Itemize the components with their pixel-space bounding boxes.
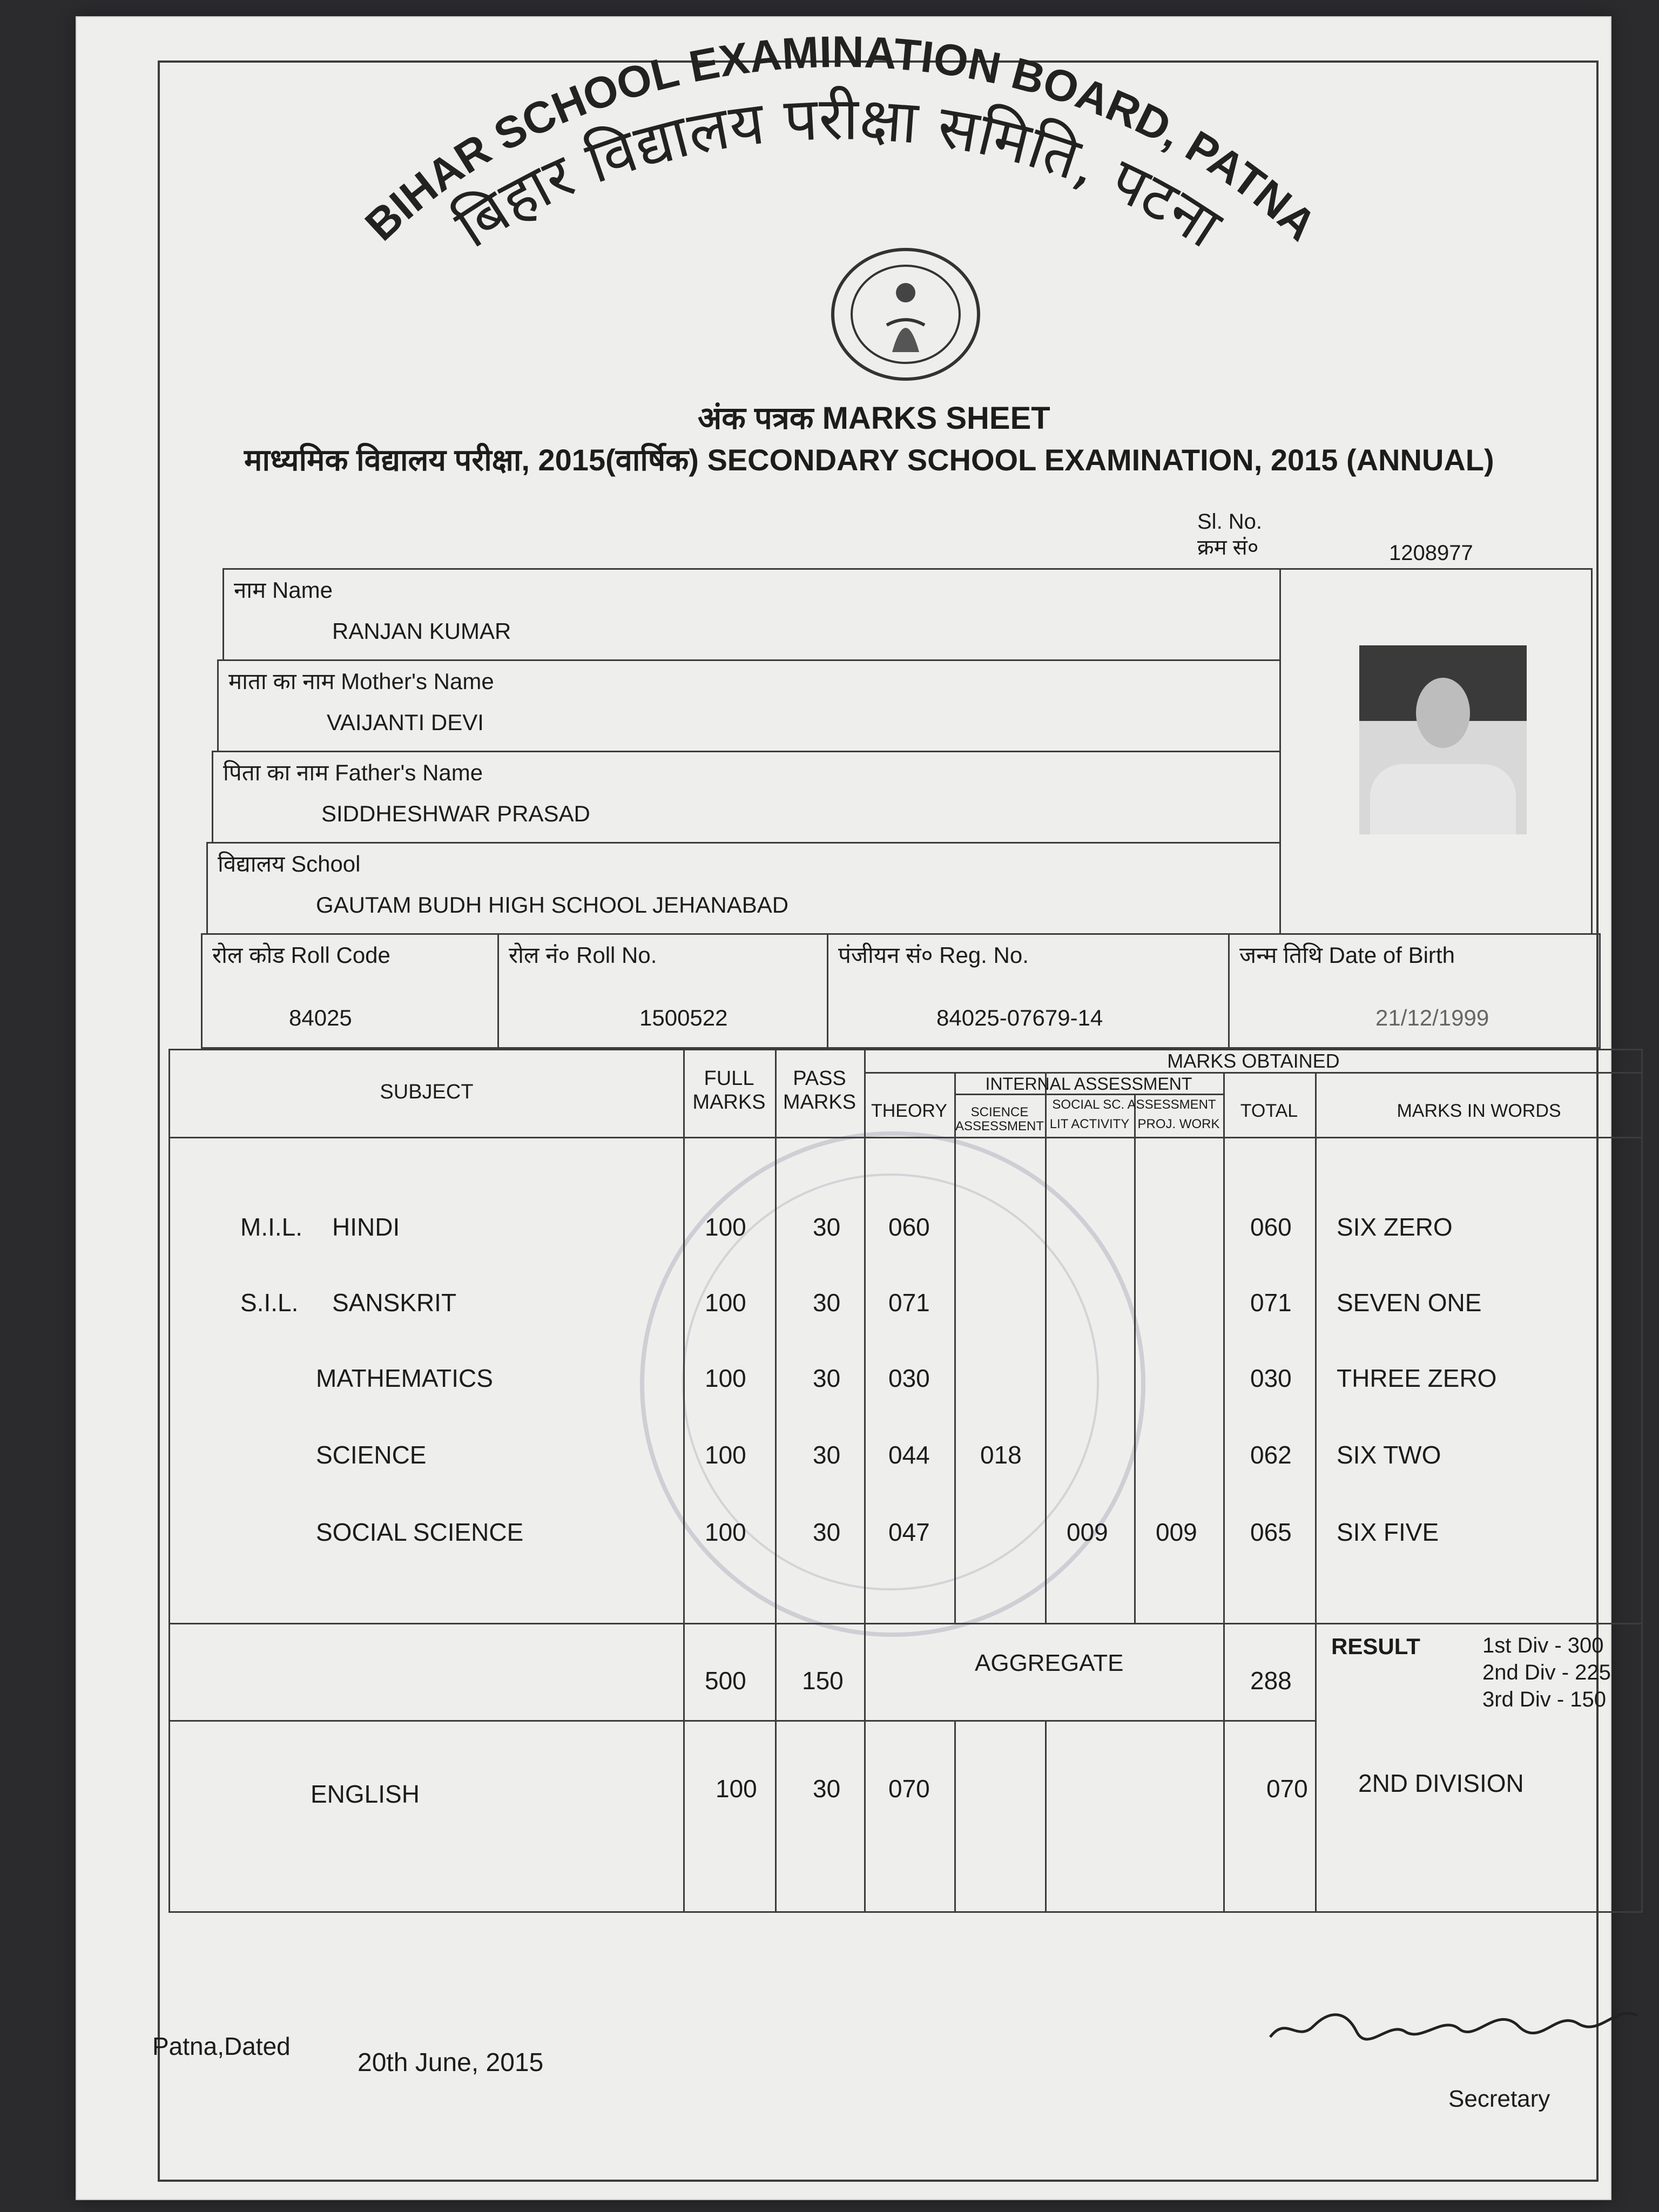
full-marks: 100 — [705, 1289, 746, 1317]
header-full-marks: FULL MARKS — [692, 1067, 766, 1114]
header-marks-in-words: MARKS IN WORDS — [1397, 1101, 1561, 1121]
full-marks: 100 — [705, 1364, 746, 1392]
reg-no-field — [827, 933, 1230, 1049]
name-value: RANJAN KUMAR — [332, 618, 511, 644]
full-marks: 100 — [705, 1441, 746, 1469]
result-div-2: 2nd Div - 225 — [1482, 1661, 1611, 1684]
school-label: विद्यालय School — [218, 851, 361, 876]
subject-prefix: S.I.L. — [240, 1289, 299, 1317]
total-marks: 060 — [1250, 1213, 1292, 1241]
board-name-english: BIHAR SCHOOL EXAMINATION BOARD, PATNA — [356, 27, 1326, 251]
photo-frame — [1279, 568, 1593, 935]
full-marks: 100 — [705, 1213, 746, 1241]
header-marks-obtained: MARKS OBTAINED — [1167, 1050, 1340, 1072]
subject-name: SANSKRIT — [332, 1289, 457, 1317]
pass-marks: 30 — [813, 1518, 841, 1546]
english-pass-marks: 30 — [813, 1775, 841, 1803]
dob-label: जन्म तिथि Date of Birth — [1239, 942, 1455, 968]
serial-number: 1208977 — [1389, 541, 1473, 565]
header-subject: SUBJECT — [380, 1081, 474, 1103]
roll-code-field — [201, 933, 499, 1049]
aggregate-label: AGGREGATE — [975, 1650, 1124, 1676]
roll-no-label: रोल नं० Roll No. — [509, 942, 657, 968]
total-marks: 065 — [1250, 1518, 1292, 1546]
marks-in-words: SIX ZERO — [1337, 1213, 1453, 1241]
subject-prefix: M.I.L. — [240, 1213, 303, 1241]
header-proj-work: PROJ. WORK — [1137, 1117, 1220, 1131]
subject-name: SCIENCE — [316, 1441, 427, 1469]
proj-work-marks: 009 — [1156, 1518, 1197, 1546]
subject-name: SOCIAL SCIENCE — [316, 1518, 524, 1546]
science-assessment-marks: 018 — [980, 1441, 1022, 1469]
header-total: TOTAL — [1240, 1101, 1298, 1121]
marks-table — [168, 1049, 1643, 1913]
header-science-assessment: SCIENCE ASSESSMENT — [955, 1105, 1044, 1134]
dob-value: 21/12/1999 — [1375, 1005, 1489, 1030]
reg-no-value: 84025-07679-14 — [936, 1005, 1103, 1030]
father-name-field — [212, 751, 1281, 844]
serial-label-en: Sl. No. — [1197, 510, 1263, 534]
father-name-value: SIDDHESHWAR PRASAD — [321, 801, 590, 826]
header-internal-assessment: INTERNAL ASSESSMENT — [985, 1074, 1192, 1094]
father-name-label: पिता का नाम Father's Name — [223, 760, 483, 785]
student-photo — [1359, 645, 1527, 834]
board-name-arc — [77, 17, 1610, 449]
subject-name: MATHEMATICS — [316, 1364, 493, 1392]
board-name-hindi: बिहार विद्यालय परीक्षा समिति, पटना — [443, 84, 1233, 261]
school-value: GAUTAM BUDH HIGH SCHOOL JEHANABAD — [316, 892, 789, 918]
marks-in-words: SIX TWO — [1337, 1441, 1441, 1469]
lit-activity-marks: 009 — [1067, 1518, 1108, 1546]
name-label: नाम Name — [234, 577, 333, 603]
exam-title: माध्यमिक विद्यालय परीक्षा, 2015(वार्षिक) SECONDARY SCHOOL EXAMINATION, 2015 (ANNUAL) — [244, 443, 1494, 477]
marks-in-words: SIX FIVE — [1337, 1518, 1439, 1546]
header-social-sc-assessment: SOCIAL SC. ASSESSMENT — [1052, 1097, 1216, 1112]
theory-marks: 047 — [888, 1518, 930, 1546]
mother-name-value: VAIJANTI DEVI — [327, 710, 484, 735]
name-field — [222, 568, 1281, 661]
serial-label-hi: क्रम सं० — [1197, 536, 1259, 559]
result-div-1: 1st Div - 300 — [1482, 1634, 1604, 1657]
pass-marks: 30 — [813, 1441, 841, 1469]
roll-code-label: रोल कोड Roll Code — [212, 942, 390, 968]
total-marks: 062 — [1250, 1441, 1292, 1469]
roll-no-value: 1500522 — [639, 1005, 728, 1030]
english-theory: 070 — [888, 1775, 930, 1803]
theory-marks: 044 — [888, 1441, 930, 1469]
aggregate-full-marks: 500 — [705, 1667, 746, 1695]
marks-sheet-title: अंक पत्रक MARKS SHEET — [698, 401, 1050, 436]
theory-marks: 030 — [888, 1364, 930, 1392]
full-marks: 100 — [705, 1518, 746, 1546]
subject-name: HINDI — [332, 1213, 400, 1241]
english-total: 070 — [1266, 1775, 1308, 1803]
place-dated-label: Patna,Dated — [152, 2032, 291, 2060]
marks-in-words: THREE ZERO — [1337, 1364, 1497, 1392]
secretary-label: Secretary — [1448, 2086, 1550, 2112]
mother-name-label: माता का नाम Mother's Name — [228, 669, 494, 694]
issue-date: 20th June, 2015 — [358, 2048, 544, 2077]
mother-name-field — [217, 659, 1281, 752]
marks-sheet-page — [76, 16, 1611, 2200]
roll-no-field — [497, 933, 828, 1049]
result-div-3: 3rd Div - 150 — [1482, 1688, 1606, 1711]
school-field — [206, 842, 1281, 935]
dob-field — [1228, 933, 1601, 1049]
english-full-marks: 100 — [716, 1775, 757, 1803]
aggregate-total: 288 — [1250, 1667, 1292, 1695]
theory-marks: 060 — [888, 1213, 930, 1241]
total-marks: 030 — [1250, 1364, 1292, 1392]
serial-number-label — [1197, 509, 1262, 561]
secretary-signature — [1265, 1994, 1643, 2053]
total-marks: 071 — [1250, 1289, 1292, 1317]
pass-marks: 30 — [813, 1289, 841, 1317]
pass-marks: 30 — [813, 1364, 841, 1392]
header-theory: THEORY — [871, 1101, 948, 1121]
roll-code-value: 84025 — [289, 1005, 352, 1030]
english-subject: ENGLISH — [311, 1780, 420, 1808]
aggregate-pass-marks: 150 — [802, 1667, 844, 1695]
board-seal-logo — [827, 244, 984, 385]
marks-in-words: SEVEN ONE — [1337, 1289, 1482, 1317]
result-label: RESULT — [1331, 1634, 1420, 1659]
english-result: 2ND DIVISION — [1358, 1769, 1524, 1797]
pass-marks: 30 — [813, 1213, 841, 1241]
header-lit-activity: LIT ACTIVITY — [1049, 1117, 1130, 1131]
theory-marks: 071 — [888, 1289, 930, 1317]
header-pass-marks: PASS MARKS — [783, 1067, 857, 1114]
reg-no-label: पंजीयन सं० Reg. No. — [838, 942, 1029, 968]
